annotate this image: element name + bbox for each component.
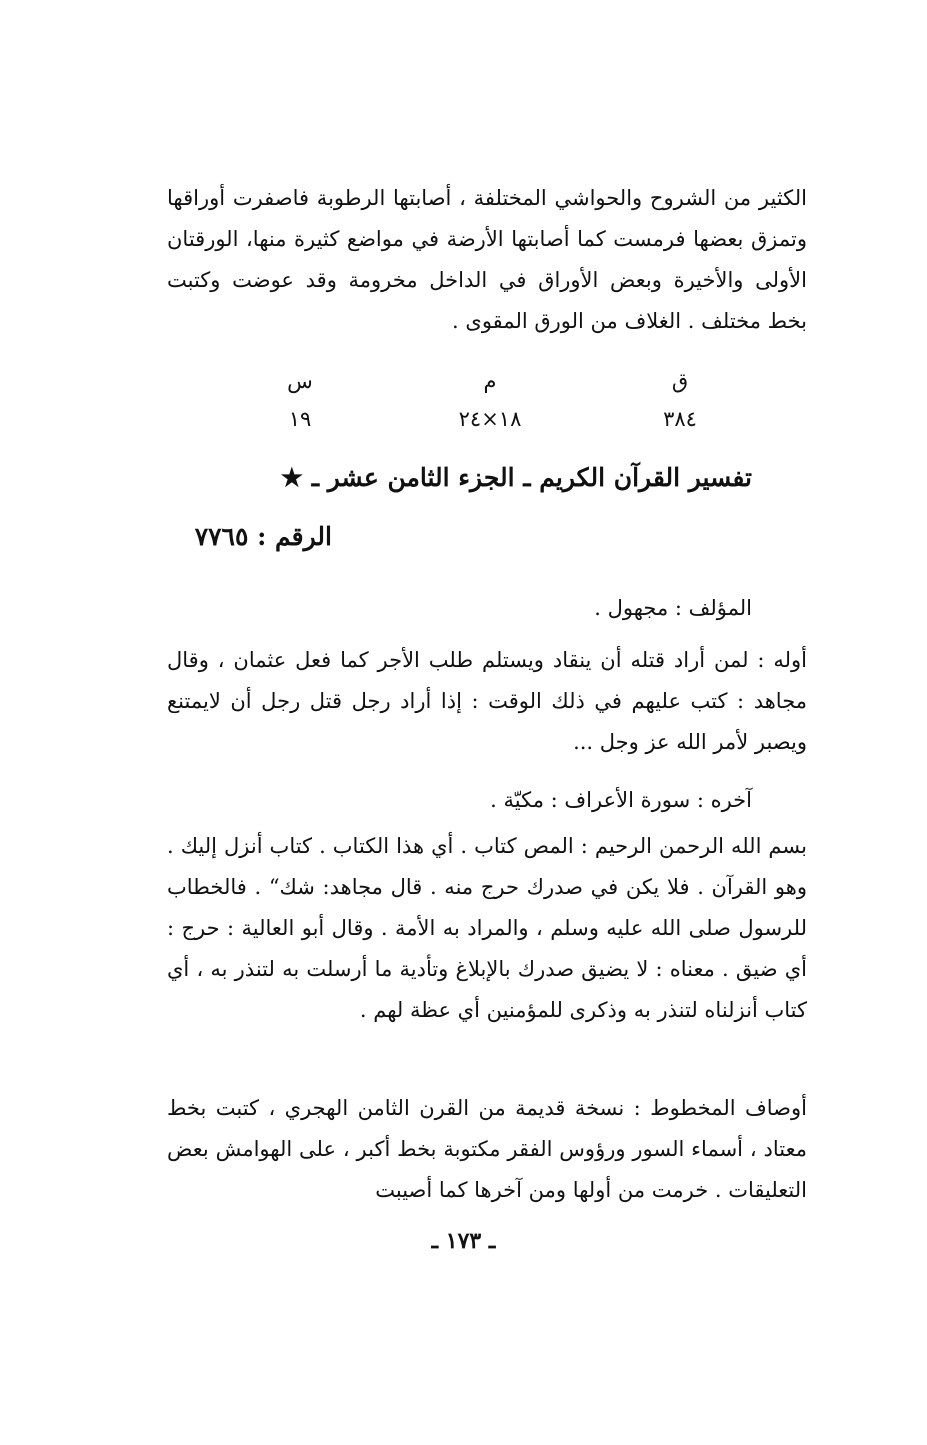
star-icon: ★: [280, 463, 303, 492]
dimension-column-q: [620, 362, 740, 438]
intro-paragraph: الكثير من الشروح والحواشي المختلفة ، أصابتها الرطوبة فاصفرت أوراقها وتمزق بعضها فرمست كما أصابتها الأرضة في مواضع كثيرة منها، الورقتان الأولى والأخيرة وبعض الأوراق في الداخل مخرومة وقد عوضت وكتبت بخط مختلف . الغلاف من الورق المقوى .: [167, 186, 807, 333]
dimension-label-m: م: [483, 369, 497, 393]
dimension-column-s: [240, 362, 360, 438]
entry-body-text: بسم الله الرحمن الرحيم : المص كتاب . أي هذا الكتاب . كتاب أنزل إليك . وهو القرآن . فلا يكن في صدرك حرج منه . قال مجاهد: شك“ . فالخطاب للرسول صلى الله عليه وسلم ، والمراد به الأمة . وقال أبو العالية : حرج : أي ضيق . معناه : لا يضيق صدرك بالإبلاغ وتأدية ما أرسلت به لتنذر به ، أي كتاب أنزلناه لتنذر به وذكرى للمؤمنين أي عظة لهم .: [167, 834, 807, 1022]
dimensions-table: [220, 362, 740, 442]
dimension-value-s: ١٩: [288, 407, 312, 431]
dimension-column-m: [430, 362, 550, 438]
dimension-value-q: ٣٨٤: [663, 407, 697, 431]
dimension-value-m: ١٨×٢٤: [458, 407, 522, 431]
entry-title-text: تفسير القرآن الكريم ـ الجزء الثامن عشر ـ: [311, 463, 752, 492]
entry-author: المؤلف : مجهول .: [594, 596, 752, 620]
entry-number: الرقم : ٧٧٦٥: [194, 522, 332, 551]
page-number: ـ ١٧٣ ـ: [431, 1228, 496, 1254]
dimension-label-q: ق: [671, 369, 689, 393]
dimension-label-s: س: [287, 369, 313, 393]
entry-title: [281, 463, 752, 492]
entry-explicit: آخره : سورة الأعراف : مكيّة .: [490, 788, 752, 812]
entry-incipit: أوله : لمن أراد قتله أن ينقاد ويستلم طلب الأجر كما فعل عثمان ، وقال مجاهد : كتب عليهم في ذلك الوقت : إذا أراد رجل قتل رجل أن لايمتنع ويصبر لأمر الله عز وجل ...: [167, 648, 807, 754]
entry-description: أوصاف المخطوط : نسخة قديمة من القرن الثامن الهجري ، كتبت بخط معتاد ، أسماء السور ورؤوس الفقر مكتوبة بخط أكبر ، على الهوامش بعض التعليقات . خرمت من أولها ومن آخرها كما أصيبت: [167, 1096, 807, 1202]
